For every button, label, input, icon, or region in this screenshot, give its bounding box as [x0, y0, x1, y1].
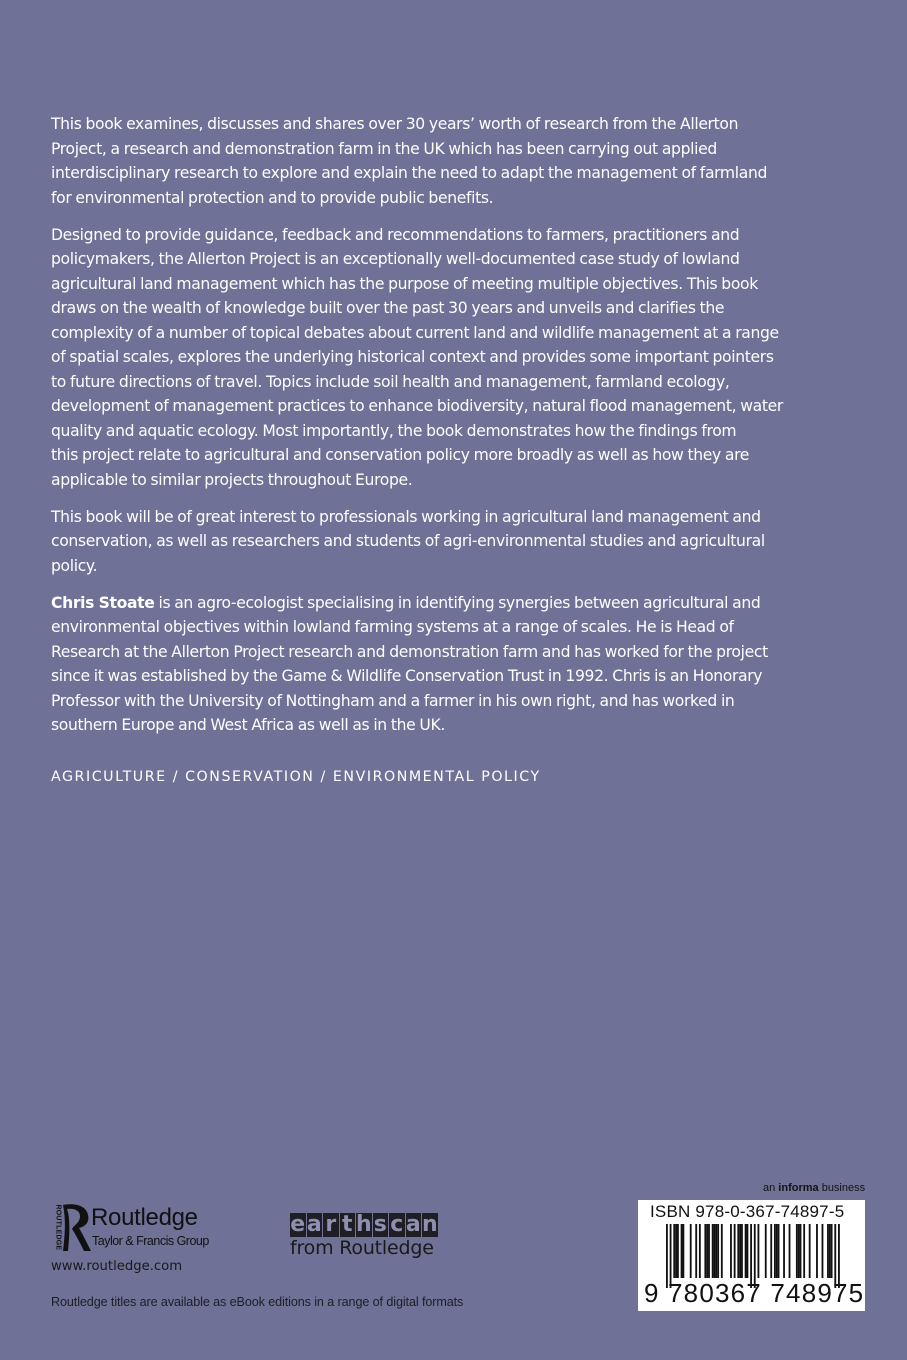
barcode-bar	[789, 1224, 791, 1278]
barcode-bar	[734, 1224, 736, 1278]
text-line: applicable to similar projects throughout Europe.	[51, 470, 413, 489]
barcode-bar	[681, 1224, 683, 1278]
barcode-bar	[675, 1224, 677, 1278]
earthscan-letter: a	[306, 1213, 322, 1237]
text-line: this project relate to agricultural and conservation policy more broadly as well as how they are	[51, 446, 750, 464]
barcode-bar	[721, 1224, 723, 1278]
publisher-name: Routledge	[91, 1204, 198, 1231]
barcode-bar	[774, 1224, 776, 1278]
routledge-r-icon	[60, 1203, 94, 1253]
text-line: quality and aquatic ecology. Most importantly, the book demonstrates how the findings from	[51, 421, 737, 440]
routledge-logo	[50, 1203, 230, 1258]
barcode-bar	[827, 1224, 829, 1278]
barcode-bar	[708, 1224, 710, 1278]
isbn-label: ISBN 978-0-367-74897-5	[650, 1202, 845, 1221]
isbn-barcode	[638, 1200, 865, 1311]
barcode-bar	[778, 1224, 780, 1278]
barcode-bar	[737, 1224, 739, 1278]
barcode-bar	[829, 1224, 831, 1278]
publisher-url[interactable]: www.routledge.com	[51, 1259, 183, 1274]
text-line: Research at the Allerton Project research and demonstration farm and has worked for the project	[51, 642, 768, 661]
barcode-bar	[831, 1224, 833, 1278]
text-line: This book will be of great interest to professionals working in agricultural land management and	[51, 507, 761, 526]
barcode-bar	[706, 1224, 708, 1278]
informa-business-tagline	[763, 1182, 865, 1194]
informa-brand: informa	[778, 1182, 819, 1194]
barcode-bar	[677, 1224, 679, 1278]
text-line: since it was established by the Game & Wildlife Conservation Trust in 1992. Chris is an Honorary	[51, 667, 763, 685]
earthscan-letter: n	[422, 1213, 438, 1237]
barcode-bar	[690, 1224, 692, 1278]
text-line: draws on the wealth of knowledge built over the past 30 years and unveils and clarifies the	[51, 299, 725, 317]
barcode-bar	[783, 1224, 785, 1278]
text-line: to future directions of travel. Topics include soil health and management, farmland ecology,	[51, 372, 730, 391]
description-paragraph-2	[51, 223, 871, 493]
text-line: complexity of a number of topical debates about current land and wildlife management at a range	[51, 323, 779, 342]
earthscan-wordmark	[290, 1213, 438, 1237]
author-bio-first-line: is an agro-ecologist specialising in identifying synergies between agricultural and	[154, 593, 761, 612]
author-bio	[51, 591, 871, 738]
ean-digits: 780367 748975	[668, 1278, 865, 1308]
barcode-bar	[803, 1224, 805, 1278]
text-line: Professor with the University of Nottingham and a farmer in his own right, and has worked in	[51, 691, 735, 710]
earthscan-letter: t	[340, 1213, 356, 1237]
barcode-bar	[798, 1224, 800, 1278]
barcode-bar	[699, 1224, 701, 1278]
text-line: policymakers, the Allerton Project is an exceptionally well-documented case study of lowland	[51, 250, 740, 268]
informa-suffix: business	[818, 1182, 866, 1194]
earthscan-logo	[290, 1213, 438, 1259]
ebook-availability-note: Routledge titles are available as eBook editions in a range of digital formats	[51, 1295, 464, 1309]
barcode-bar	[717, 1224, 719, 1278]
earthscan-letter: a	[405, 1213, 421, 1237]
publisher-group: Taylor & Francis Group	[92, 1234, 209, 1248]
barcode-bar	[673, 1224, 675, 1278]
earthscan-letter: c	[390, 1213, 404, 1237]
routledge-logo-side-text: ROUTLEDGE	[54, 1204, 62, 1251]
blurb	[51, 112, 871, 750]
text-line: interdisciplinary research to explore and explain the need to adapt the management of farmland	[51, 164, 768, 182]
barcode-bar	[704, 1224, 706, 1278]
barcode-bar	[800, 1224, 802, 1278]
barcode-bar	[730, 1224, 732, 1278]
text-line: environmental objectives within lowland farming systems at a range of scales. He is Head of	[51, 618, 734, 636]
subject-categories: AGRICULTURE / CONSERVATION / ENVIRONMENTAL POLICY	[51, 769, 541, 785]
barcode-bar	[747, 1224, 749, 1278]
barcode-bar	[796, 1224, 798, 1278]
barcode-bar	[714, 1224, 716, 1278]
barcode-bar	[739, 1224, 741, 1278]
author-name: Chris Stoate	[51, 593, 155, 612]
barcode-bar	[745, 1224, 747, 1278]
barcode-bar	[712, 1224, 714, 1278]
barcode-bar	[741, 1224, 743, 1278]
earthscan-letter: s	[373, 1213, 387, 1237]
description-paragraph-1	[51, 112, 871, 210]
barcode-bar	[816, 1224, 818, 1278]
earthscan-letter: e	[290, 1213, 306, 1237]
barcode-bar	[715, 1224, 717, 1278]
barcode-bar	[682, 1224, 684, 1278]
earthscan-letter: r	[323, 1213, 339, 1237]
text-line: southern Europe and West Africa as well as in the UK.	[51, 716, 445, 734]
text-line: for environmental protection and to provide public benefits.	[51, 188, 494, 207]
text-line: This book examines, discusses and shares over 30 years’ worth of research from the Allerton	[51, 115, 739, 133]
ean-first-digit: 9	[644, 1278, 659, 1308]
text-line: agricultural land management which has the purpose of meeting multiple objectives. This book	[51, 274, 758, 293]
barcode-bar	[809, 1224, 811, 1278]
barcode-bar	[822, 1224, 824, 1278]
text-line: policy.	[51, 556, 98, 575]
text-line: Project, a research and demonstration farm in the UK which has been carrying out applied	[51, 139, 717, 158]
text-line: conservation, as well as researchers and students of agri-environmental studies and agricultural	[51, 532, 765, 550]
text-line: Designed to provide guidance, feedback and recommendations to farmers, practitioners and	[51, 225, 740, 244]
barcode-bar	[770, 1224, 772, 1278]
text-line	[51, 591, 871, 616]
barcode-bar	[695, 1224, 697, 1278]
description-paragraph-3	[51, 505, 871, 579]
barcode-bar	[765, 1224, 767, 1278]
informa-prefix: an	[763, 1182, 779, 1194]
barcode-bar	[758, 1224, 760, 1278]
text-line: of spatial scales, explores the underlying historical context and provides some important pointers	[51, 348, 774, 366]
text-line: development of management practices to enhance biodiversity, natural flood management, water	[51, 397, 783, 415]
earthscan-letter: h	[356, 1213, 372, 1237]
barcode-bar	[776, 1224, 778, 1278]
earthscan-from-routledge: from Routledge	[290, 1237, 434, 1259]
